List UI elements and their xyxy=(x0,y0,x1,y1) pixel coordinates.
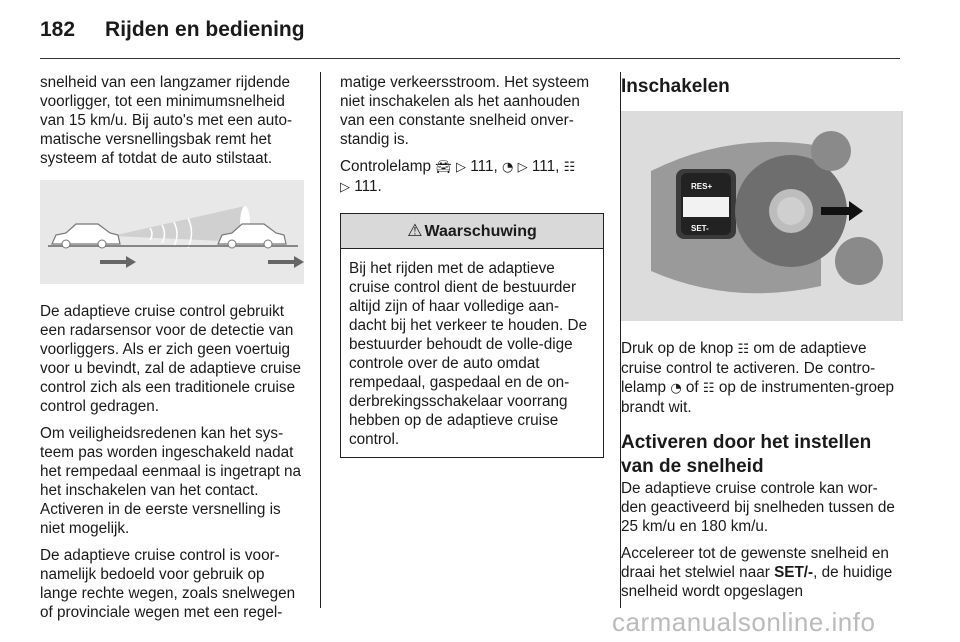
page-title: Rijden en bediening xyxy=(105,18,305,41)
adaptive-cruise-icon: ☷ xyxy=(737,342,750,357)
cruise-control-icon: ◔ xyxy=(502,160,514,175)
radar-illustration xyxy=(40,180,304,284)
paragraph: snelheid van een langzamer rijdende voorligger, tot een minimumsnelheid van 15 km/u. Bij auto's met een auto-matische versnellingsbak remt het systeem af totdat de auto stilstaat. xyxy=(40,74,293,167)
steering-wheel-illustration xyxy=(621,111,903,321)
cruise-control-icon: ◔ xyxy=(670,381,682,396)
column-divider xyxy=(320,72,321,608)
watermark: carmanualsonline.info xyxy=(612,607,876,637)
page-ref-arrow-icon: ▷ xyxy=(517,160,528,175)
column-1 xyxy=(40,73,304,630)
page-ref-arrow-icon: ▷ xyxy=(456,160,466,175)
paragraph: Druk op de knop ☷ om de adaptieve cruise control te activeren. De contro-lelamp ◔ of ☷ op de instrumenten-groep brandt wit. xyxy=(621,340,895,416)
adaptive-cruise-icon: ☷ xyxy=(702,381,715,396)
warning-header: ⚠ Waarschuwing xyxy=(341,214,603,249)
paragraph: De adaptieve cruise control is voor-namelijk bedoeld voor gebruik op lange rechte wegen, zoals snelwegen of provinciale wegen met een regel- xyxy=(40,547,296,621)
paragraph: Accelereer tot de gewenste snelheid en draai het stelwiel naar SET/-, de huidige snelheid wordt opgeslagen xyxy=(621,545,893,600)
section-heading: Inschakelen xyxy=(621,76,730,97)
indicator-paragraph: Controlelamp 🚘︎ ▷ 111, ◔ ▷ 111, ☷ ▷ 111. xyxy=(340,158,576,195)
res-label: RES+ xyxy=(691,182,713,191)
paragraph: Om veiligheidsredenen kan het sys-teem pas worden ingeschakeld nadat het rempedaal eenmaal is ingetrapt na het inschakelen van het contact. Activeren in de eerste versnelling is niet mogelijk. xyxy=(40,425,302,537)
paragraph: matige verkeersstroom. Het systeem niet inschakelen als het aanhouden van een constante snelheid onver-standig is. xyxy=(340,74,590,148)
set-label: SET- xyxy=(691,224,709,233)
warning-triangle-icon: ⚠ xyxy=(407,220,423,241)
column-3 xyxy=(621,73,903,609)
car-ahead-icon: 🚘︎ xyxy=(435,160,452,175)
page-ref-arrow-icon: ▷ xyxy=(340,180,350,195)
warning-box xyxy=(340,213,604,458)
page-header xyxy=(40,18,305,42)
paragraph: De adaptieve cruise controle kan wor-den geactiveerd bij snelheden tussen de 25 km/u en 180 km/u. xyxy=(621,480,895,535)
column-2 xyxy=(340,73,604,458)
steering-wheel-controls-icon xyxy=(621,111,901,321)
adaptive-cruise-icon: ☷ xyxy=(563,160,576,175)
page-number: 182 xyxy=(40,18,76,41)
radar-following-cars-icon xyxy=(40,180,304,284)
warning-text: Bij het rijden met de adaptieve cruise control dient de bestuurder altijd zijn of haar volledige aan-dacht bij het verkeer te houden. De bestuurder behoudt de volle-dige controle over de auto omdat rempedaal, gaspedaal en de on-derbrekingsschakelaar voorrang hebben op de adaptieve cruise control. xyxy=(349,260,588,448)
header-rule xyxy=(40,58,900,59)
section-heading: Activeren door het instellen van de snelheid xyxy=(621,432,872,477)
paragraph: De adaptieve cruise control gebruikt een radarsensor voor de detectie van voorliggers. Als er zich geen voertuig voor u bevindt, zal de adaptieve cruise control zich als een traditionele cruise control gedragen. xyxy=(40,303,302,415)
